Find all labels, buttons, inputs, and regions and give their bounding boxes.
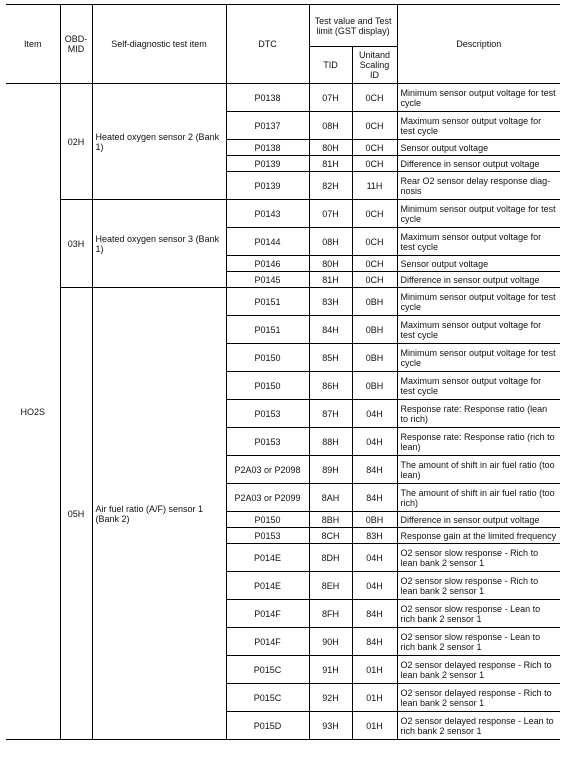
obd-mid-cell: 05H [60,288,92,740]
dtc-cell: P0151 [226,288,309,316]
dtc-cell: P0138 [226,84,309,112]
header-dtc: DTC [226,5,309,84]
tid-cell: 92H [309,684,352,712]
dtc-cell: P2A03 or P2099 [226,484,309,512]
description-cell: Maximum sensor output voltage for test cycle [397,228,560,256]
tid-cell: 08H [309,112,352,140]
description-cell: Minimum sensor output voltage for test cycle [397,200,560,228]
dtc-cell: P0144 [226,228,309,256]
dtc-cell: P0153 [226,428,309,456]
tid-cell: 83H [309,288,352,316]
tid-cell: 80H [309,140,352,156]
scaling-id-cell: 04H [352,572,397,600]
description-cell: Sensor output voltage [397,256,560,272]
header-test-value: Test value and Test limit (GST display) [309,5,397,47]
dtc-cell: P0146 [226,256,309,272]
description-cell: Minimum sensor output voltage for test cycle [397,84,560,112]
dtc-cell: P014F [226,600,309,628]
obd-mid-cell: 03H [60,200,92,288]
description-cell: Maximum sensor output voltage for test cycle [397,316,560,344]
dtc-cell: P0139 [226,156,309,172]
dtc-cell: P0150 [226,512,309,528]
description-cell: The amount of shift in air fuel ratio (too lean) [397,456,560,484]
scaling-id-cell: 0CH [352,272,397,288]
scaling-id-cell: 04H [352,400,397,428]
scaling-id-cell: 0CH [352,256,397,272]
tid-cell: 8AH [309,484,352,512]
scaling-id-cell: 01H [352,656,397,684]
description-cell: O2 sensor delayed response - Lean to rich bank 2 sensor 1 [397,712,560,740]
scaling-id-cell: 83H [352,528,397,544]
header-description: Description [397,5,560,84]
dtc-cell: P0150 [226,344,309,372]
document [6,4,560,740]
scaling-id-cell: 0BH [352,316,397,344]
header-test-item: Self-diagnostic test item [92,5,226,84]
scaling-id-cell: 11H [352,172,397,200]
description-cell: Difference in sensor output voltage [397,272,560,288]
tid-cell: 07H [309,84,352,112]
tid-cell: 08H [309,228,352,256]
scaling-id-cell: 01H [352,684,397,712]
description-cell: O2 sensor delayed response - Rich to lean bank 2 sensor 1 [397,684,560,712]
tid-cell: 91H [309,656,352,684]
tid-cell: 8BH [309,512,352,528]
tid-cell: 80H [309,256,352,272]
dtc-cell: P0137 [226,112,309,140]
description-cell: The amount of shift in air fuel ratio (too rich) [397,484,560,512]
description-cell: Sensor output voltage [397,140,560,156]
dtc-cell: P015C [226,656,309,684]
table-row [6,84,560,112]
scaling-id-cell: 84H [352,456,397,484]
tid-cell: 90H [309,628,352,656]
obd-mid-cell: 02H [60,84,92,200]
test-item-cell: Heated oxygen sensor 2 (Bank 1) [92,84,226,200]
scaling-id-cell: 84H [352,484,397,512]
header-tid: TID [309,47,352,84]
scaling-id-cell: 0BH [352,512,397,528]
tid-cell: 88H [309,428,352,456]
scaling-id-cell: 0BH [352,288,397,316]
description-cell: O2 sensor slow response - Lean to rich bank 2 sensor 1 [397,600,560,628]
dtc-cell: P014E [226,572,309,600]
scaling-id-cell: 04H [352,544,397,572]
scaling-id-cell: 01H [352,712,397,740]
header-unit-scaling: Unitand Scaling ID [352,47,397,84]
tid-cell: 89H [309,456,352,484]
scaling-id-cell: 0CH [352,112,397,140]
dtc-cell: P015C [226,684,309,712]
description-cell: Difference in sensor output voltage [397,512,560,528]
tid-cell: 8FH [309,600,352,628]
dtc-cell: P0139 [226,172,309,200]
description-cell: Response rate: Response ratio (lean to rich) [397,400,560,428]
tid-cell: 8CH [309,528,352,544]
table-header [6,5,560,84]
description-cell: Response rate: Response ratio (rich to lean) [397,428,560,456]
description-cell: Rear O2 sensor delay response diag-nosis [397,172,560,200]
tid-cell: 8DH [309,544,352,572]
header-item: Item [6,5,60,84]
test-item-cell: Air fuel ratio (A/F) sensor 1 (Bank 2) [92,288,226,740]
description-cell: Maximum sensor output voltage for test cycle [397,112,560,140]
tid-cell: 86H [309,372,352,400]
dtc-cell: P2A03 or P2098 [226,456,309,484]
dtc-cell: P0138 [226,140,309,156]
header-obd-mid: OBD-MID [60,5,92,84]
scaling-id-cell: 0BH [352,344,397,372]
dtc-cell: P0150 [226,372,309,400]
scaling-id-cell: 0CH [352,84,397,112]
scaling-id-cell: 04H [352,428,397,456]
table-body [6,84,560,740]
description-cell: O2 sensor slow response - Rich to lean bank 2 sensor 1 [397,572,560,600]
scaling-id-cell: 0CH [352,200,397,228]
test-value-table [6,4,560,740]
scaling-id-cell: 0CH [352,156,397,172]
table-row [6,288,560,316]
tid-cell: 93H [309,712,352,740]
tid-cell: 85H [309,344,352,372]
description-cell: Difference in sensor output voltage [397,156,560,172]
tid-cell: 81H [309,156,352,172]
item-cell: HO2S [6,84,60,740]
dtc-cell: P0151 [226,316,309,344]
dtc-cell: P0143 [226,200,309,228]
scaling-id-cell: 0BH [352,372,397,400]
dtc-cell: P0153 [226,400,309,428]
description-cell: O2 sensor slow response - Rich to lean bank 2 sensor 1 [397,544,560,572]
dtc-cell: P0145 [226,272,309,288]
dtc-cell: P015D [226,712,309,740]
description-cell: Minimum sensor output voltage for test cycle [397,288,560,316]
tid-cell: 82H [309,172,352,200]
tid-cell: 81H [309,272,352,288]
dtc-cell: P014E [226,544,309,572]
table-row [6,200,560,228]
description-cell: Maximum sensor output voltage for test cycle [397,372,560,400]
tid-cell: 8EH [309,572,352,600]
dtc-cell: P014F [226,628,309,656]
description-cell: Response gain at the limited frequency [397,528,560,544]
scaling-id-cell: 0CH [352,228,397,256]
scaling-id-cell: 0CH [352,140,397,156]
tid-cell: 84H [309,316,352,344]
description-cell: O2 sensor slow response - Lean to rich bank 2 sensor 1 [397,628,560,656]
tid-cell: 07H [309,200,352,228]
description-cell: Minimum sensor output voltage for test cycle [397,344,560,372]
scaling-id-cell: 84H [352,628,397,656]
test-item-cell: Heated oxygen sensor 3 (Bank 1) [92,200,226,288]
tid-cell: 87H [309,400,352,428]
scaling-id-cell: 84H [352,600,397,628]
description-cell: O2 sensor delayed response - Rich to lean bank 2 sensor 1 [397,656,560,684]
dtc-cell: P0153 [226,528,309,544]
